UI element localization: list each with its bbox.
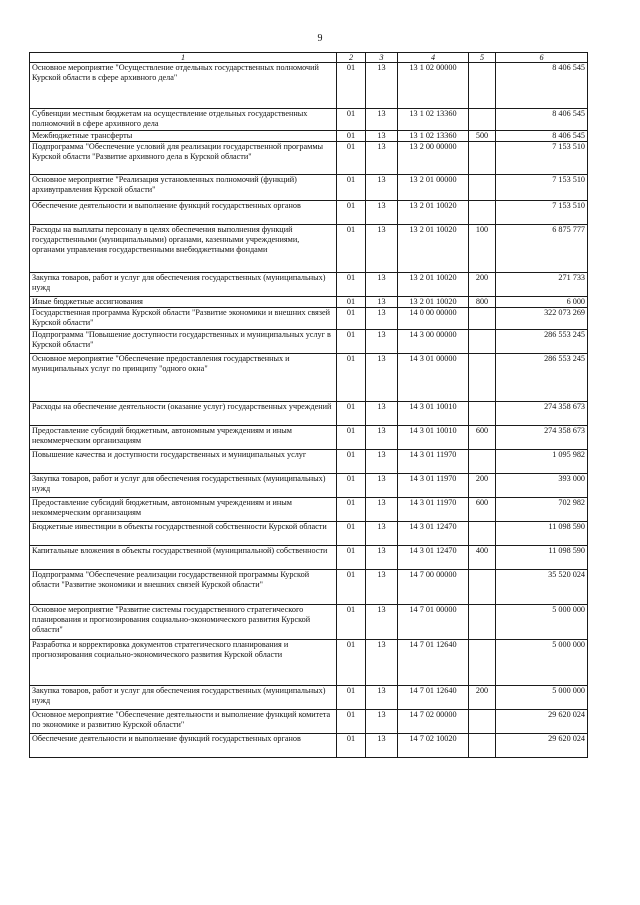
row-subsection: 13: [366, 225, 398, 273]
row-subsection: 13: [366, 522, 398, 546]
row-target-article: 13 1 02 13360: [398, 131, 469, 142]
row-amount: 322 073 269: [496, 308, 588, 330]
row-target-article: 14 7 01 12640: [398, 686, 469, 710]
row-amount: 35 520 024: [496, 570, 588, 605]
col-header-4: 4: [398, 53, 469, 63]
row-name: Подпрограмма "Повышение доступности государственных и муниципальных услуг в Курской области": [30, 330, 337, 354]
table-row: [30, 570, 588, 605]
row-expense-type: 600: [469, 426, 496, 450]
row-target-article: 13 2 01 10020: [398, 201, 469, 225]
budget-table: [29, 52, 588, 758]
row-target-article: 14 0 00 00000: [398, 308, 469, 330]
row-expense-type: 100: [469, 225, 496, 273]
row-subsection: 13: [366, 570, 398, 605]
table-row: [30, 131, 588, 142]
row-subsection: 13: [366, 63, 398, 109]
row-section: 01: [337, 63, 366, 109]
row-section: 01: [337, 498, 366, 522]
table-row: [30, 426, 588, 450]
table-row: [30, 522, 588, 546]
table-row: [30, 474, 588, 498]
row-section: 01: [337, 450, 366, 474]
row-amount: 393 000: [496, 474, 588, 498]
row-name: Закупка товаров, работ и услуг для обеспечения государственных (муниципальных) нужд: [30, 686, 337, 710]
row-name: Повышение качества и доступности государственных и муниципальных услуг: [30, 450, 337, 474]
row-section: 01: [337, 201, 366, 225]
row-name: Основное мероприятие "Осуществление отдельных государственных полномочий Курской области в сфере архивного дела": [30, 63, 337, 109]
table-row: [30, 175, 588, 201]
row-section: 01: [337, 570, 366, 605]
row-amount: 5 000 000: [496, 640, 588, 686]
row-expense-type: [469, 201, 496, 225]
table-row: [30, 297, 588, 308]
row-section: 01: [337, 605, 366, 640]
row-amount: 1 095 982: [496, 450, 588, 474]
row-subsection: 13: [366, 640, 398, 686]
row-name: Закупка товаров, работ и услуг для обеспечения государственных (муниципальных) нужд: [30, 273, 337, 297]
row-subsection: 13: [366, 175, 398, 201]
row-subsection: 13: [366, 710, 398, 734]
row-subsection: 13: [366, 273, 398, 297]
row-target-article: 14 3 01 12470: [398, 546, 469, 570]
row-target-article: 13 2 01 10020: [398, 297, 469, 308]
table-row: [30, 640, 588, 686]
table-row: [30, 225, 588, 273]
row-section: 01: [337, 175, 366, 201]
row-target-article: 14 7 01 00000: [398, 605, 469, 640]
row-name: Разработка и корректировка документов стратегического планирования и прогнозирования социально-экономического развития Курской области: [30, 640, 337, 686]
row-expense-type: [469, 640, 496, 686]
row-target-article: 14 7 02 10020: [398, 734, 469, 758]
row-section: 01: [337, 109, 366, 131]
row-target-article: 14 3 01 11970: [398, 450, 469, 474]
row-section: 01: [337, 686, 366, 710]
row-name: Бюджетные инвестиции в объекты государственной собственности Курской области: [30, 522, 337, 546]
table-row: [30, 201, 588, 225]
row-expense-type: [469, 330, 496, 354]
row-amount: 286 553 245: [496, 354, 588, 402]
row-name: Расходы на обеспечение деятельности (оказание услуг) государственных учреждений: [30, 402, 337, 426]
table-row: [30, 734, 588, 758]
col-header-3: 3: [366, 53, 398, 63]
row-name: Подпрограмма "Обеспечение реализации государственной программы Курской области "Развитие экономики и внешних связей Курской области": [30, 570, 337, 605]
row-subsection: 13: [366, 131, 398, 142]
page-number: 9: [317, 33, 323, 44]
row-name: Межбюджетные трансферты: [30, 131, 337, 142]
row-section: 01: [337, 402, 366, 426]
row-amount: 274 358 673: [496, 426, 588, 450]
col-header-1: 1: [30, 53, 337, 63]
row-subsection: 13: [366, 734, 398, 758]
row-amount: 8 406 545: [496, 131, 588, 142]
row-amount: 8 406 545: [496, 63, 588, 109]
row-expense-type: [469, 354, 496, 402]
table-row: [30, 273, 588, 297]
row-expense-type: [469, 402, 496, 426]
table-row: [30, 450, 588, 474]
row-expense-type: [469, 308, 496, 330]
row-target-article: 14 3 01 11970: [398, 498, 469, 522]
row-subsection: 13: [366, 308, 398, 330]
row-name: Основное мероприятие "Обеспечение деятельности и выполнение функций комитета по экономике и развитию Курской области": [30, 710, 337, 734]
row-subsection: 13: [366, 402, 398, 426]
table-row: [30, 710, 588, 734]
row-target-article: 13 2 01 00000: [398, 175, 469, 201]
row-target-article: 14 3 01 00000: [398, 354, 469, 402]
table-row: [30, 109, 588, 131]
row-section: 01: [337, 522, 366, 546]
row-subsection: 13: [366, 546, 398, 570]
row-subsection: 13: [366, 450, 398, 474]
table-row: [30, 354, 588, 402]
row-section: 01: [337, 131, 366, 142]
row-name: Предоставление субсидий бюджетным, автономным учреждениям и иным некоммерческим организациям: [30, 498, 337, 522]
row-expense-type: [469, 142, 496, 175]
row-amount: 5 000 000: [496, 605, 588, 640]
row-expense-type: [469, 570, 496, 605]
row-section: 01: [337, 710, 366, 734]
col-header-5: 5: [469, 53, 496, 63]
row-expense-type: [469, 605, 496, 640]
col-header-6: 6: [496, 53, 588, 63]
row-name: Обеспечение деятельности и выполнение функций государственных органов: [30, 201, 337, 225]
row-name: Предоставление субсидий бюджетным, автономным учреждениям и иным некоммерческим организациям: [30, 426, 337, 450]
row-subsection: 13: [366, 109, 398, 131]
row-target-article: 14 3 00 00000: [398, 330, 469, 354]
row-expense-type: 200: [469, 686, 496, 710]
row-amount: 29 620 024: [496, 710, 588, 734]
row-expense-type: 800: [469, 297, 496, 308]
row-name: Расходы на выплаты персоналу в целях обеспечения выполнения функций государственными (муниципальными) органами, казенными учреждениями, органами управления государственными внебюджетными фондами: [30, 225, 337, 273]
row-amount: 274 358 673: [496, 402, 588, 426]
row-name: Государственная программа Курской области "Развитие экономики и внешних связей Курской области": [30, 308, 337, 330]
row-name: Закупка товаров, работ и услуг для обеспечения государственных (муниципальных) нужд: [30, 474, 337, 498]
row-target-article: 14 3 01 11970: [398, 474, 469, 498]
row-target-article: 14 7 01 12640: [398, 640, 469, 686]
row-name: Основное мероприятие "Развитие системы государственного стратегического планирования и прогнозирования социально-экономического развития Курской области": [30, 605, 337, 640]
row-section: 01: [337, 273, 366, 297]
header-row: [30, 53, 588, 63]
row-expense-type: 600: [469, 498, 496, 522]
row-section: 01: [337, 297, 366, 308]
row-expense-type: 500: [469, 131, 496, 142]
row-expense-type: [469, 175, 496, 201]
row-expense-type: 200: [469, 273, 496, 297]
row-subsection: 13: [366, 142, 398, 175]
row-section: 01: [337, 426, 366, 450]
row-name: Обеспечение деятельности и выполнение функций государственных органов: [30, 734, 337, 758]
row-target-article: 13 2 01 10020: [398, 273, 469, 297]
row-expense-type: [469, 734, 496, 758]
row-target-article: 14 3 01 10010: [398, 402, 469, 426]
table-row: [30, 63, 588, 109]
table-row: [30, 330, 588, 354]
row-subsection: 13: [366, 297, 398, 308]
row-name: Капитальные вложения в объекты государственной (муниципальной) собственности: [30, 546, 337, 570]
table-row: [30, 605, 588, 640]
row-amount: 7 153 510: [496, 175, 588, 201]
row-amount: 8 406 545: [496, 109, 588, 131]
row-amount: 702 982: [496, 498, 588, 522]
table-row: [30, 142, 588, 175]
row-expense-type: [469, 63, 496, 109]
row-section: 01: [337, 354, 366, 402]
row-expense-type: [469, 710, 496, 734]
row-expense-type: [469, 450, 496, 474]
row-section: 01: [337, 640, 366, 686]
row-expense-type: [469, 109, 496, 131]
row-subsection: 13: [366, 474, 398, 498]
row-section: 01: [337, 474, 366, 498]
col-header-2: 2: [337, 53, 366, 63]
row-name: Подпрограмма "Обеспечение условий для реализации государственной программы Курской области "Развитие архивного дела в Курской области": [30, 142, 337, 175]
row-amount: 286 553 245: [496, 330, 588, 354]
row-target-article: 13 2 00 00000: [398, 142, 469, 175]
row-target-article: 14 3 01 12470: [398, 522, 469, 546]
row-subsection: 13: [366, 354, 398, 402]
row-target-article: 13 1 02 13360: [398, 109, 469, 131]
row-target-article: 13 1 02 00000: [398, 63, 469, 109]
row-section: 01: [337, 142, 366, 175]
row-amount: 6 000: [496, 297, 588, 308]
row-amount: 5 000 000: [496, 686, 588, 710]
row-amount: 11 098 590: [496, 522, 588, 546]
row-amount: 271 733: [496, 273, 588, 297]
row-subsection: 13: [366, 330, 398, 354]
table-row: [30, 308, 588, 330]
row-target-article: 14 3 01 10010: [398, 426, 469, 450]
row-section: 01: [337, 225, 366, 273]
row-subsection: 13: [366, 605, 398, 640]
row-amount: 7 153 510: [496, 142, 588, 175]
row-amount: 11 098 590: [496, 546, 588, 570]
row-expense-type: 200: [469, 474, 496, 498]
row-name: Основное мероприятие "Реализация установленных полномочий (функций) архивуправления Курской области": [30, 175, 337, 201]
row-name: Иные бюджетные ассигнования: [30, 297, 337, 308]
row-target-article: 14 7 00 00000: [398, 570, 469, 605]
row-subsection: 13: [366, 686, 398, 710]
table-header: [30, 53, 588, 63]
table-row: [30, 402, 588, 426]
table-row: [30, 546, 588, 570]
row-subsection: 13: [366, 201, 398, 225]
row-name: Субвенции местным бюджетам на осуществление отдельных государственных полномочий в сфере архивного дела: [30, 109, 337, 131]
row-target-article: 14 7 02 00000: [398, 710, 469, 734]
table-row: [30, 498, 588, 522]
row-expense-type: [469, 522, 496, 546]
row-target-article: 13 2 01 10020: [398, 225, 469, 273]
row-amount: 7 153 510: [496, 201, 588, 225]
row-section: 01: [337, 330, 366, 354]
table-body: [30, 63, 588, 758]
row-section: 01: [337, 546, 366, 570]
row-subsection: 13: [366, 426, 398, 450]
row-section: 01: [337, 734, 366, 758]
row-amount: 6 875 777: [496, 225, 588, 273]
row-name: Основное мероприятие "Обеспечение предоставления государственных и муниципальных услуг по принципу "одного окна": [30, 354, 337, 402]
row-section: 01: [337, 308, 366, 330]
row-subsection: 13: [366, 498, 398, 522]
row-amount: 29 620 024: [496, 734, 588, 758]
row-expense-type: 400: [469, 546, 496, 570]
table-row: [30, 686, 588, 710]
